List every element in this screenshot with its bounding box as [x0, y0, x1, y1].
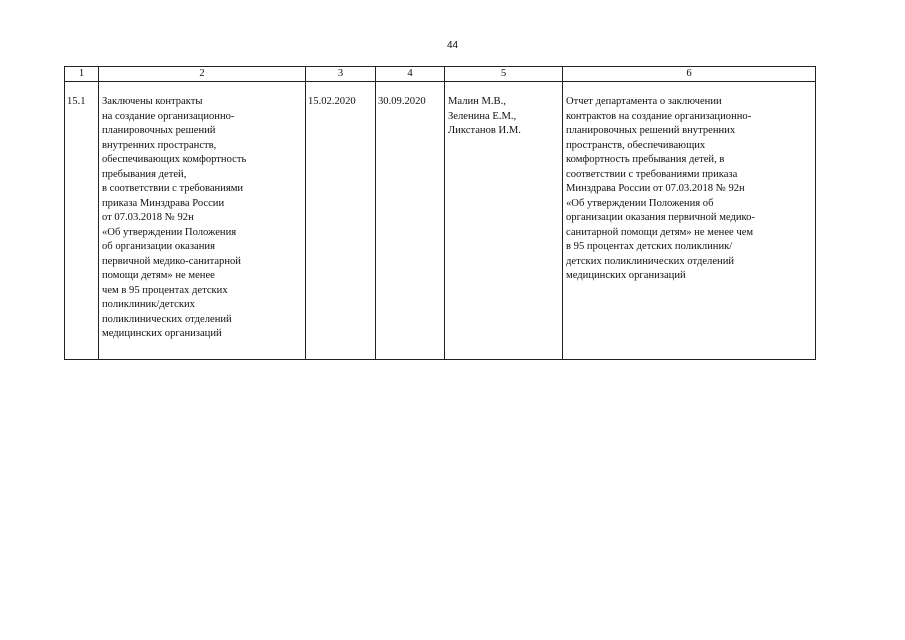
- plan-table: [64, 66, 816, 360]
- column-header-3: 3: [306, 67, 376, 82]
- description-line: приказа Минздрава России: [102, 197, 225, 209]
- result-line: планировочных решений внутренних: [566, 125, 736, 136]
- end-date: 30.09.2020: [376, 82, 445, 360]
- description-line: помощи детям» не менее: [102, 270, 215, 281]
- description-line: медицинских организаций: [102, 328, 222, 339]
- column-header-5: 5: [445, 67, 563, 82]
- description-line: об организации оказания: [102, 241, 215, 252]
- result-line: Отчет департамента о заключении: [566, 96, 722, 107]
- description-line: планировочных решений: [102, 125, 216, 136]
- expected-result: [563, 82, 816, 360]
- description-line: поликлинических отделений: [102, 313, 232, 325]
- table-header-row: [65, 67, 816, 82]
- description-line: на создание организационно-: [102, 110, 235, 122]
- result-line: организации оказания первичной медико-: [566, 212, 755, 223]
- column-header-1: 1: [65, 67, 99, 82]
- row-description: [99, 82, 306, 360]
- result-line: в 95 процентах детских поликлиник/: [566, 241, 733, 252]
- start-date: 15.02.2020: [306, 82, 376, 360]
- column-header-4: 4: [376, 67, 445, 82]
- page-number: 44: [446, 40, 459, 51]
- description-line: обеспечивающих комфортность: [102, 154, 247, 165]
- responsible-persons: [445, 82, 563, 360]
- description-line: в соответствии с требованиями: [102, 183, 244, 194]
- responsible-line: Малин М.В.,: [448, 96, 506, 107]
- responsible-text: [448, 95, 559, 139]
- result-line: медицинских организаций: [566, 270, 686, 281]
- result-line: пространств, обеспечивающих: [566, 139, 706, 151]
- column-header-6: 6: [563, 67, 816, 82]
- description-line: Заключены контракты: [102, 96, 203, 107]
- row-number: 15.1: [65, 82, 99, 360]
- result-line: детских поликлинических отделений: [566, 255, 735, 267]
- result-text: [566, 95, 812, 284]
- description-line: пребывания детей,: [102, 168, 187, 180]
- responsible-line: Ликстанов И.М.: [448, 125, 521, 136]
- description-line: «Об утверждении Положения: [102, 226, 237, 238]
- description-line: чем в 95 процентах детских: [102, 284, 228, 296]
- description-line: первичной медико-санитарной: [102, 255, 241, 267]
- result-line: соответствии с требованиями приказа: [566, 168, 738, 180]
- description-line: внутренних пространств,: [102, 139, 217, 151]
- description-line: поликлиник/детских: [102, 299, 195, 310]
- result-line: контрактов на создание организационно-: [566, 110, 752, 122]
- result-line: комфортность пребывания детей, в: [566, 154, 725, 165]
- description-text: [102, 95, 302, 342]
- table-row: [65, 82, 816, 360]
- result-line: санитарной помощи детям» не менее чем: [566, 226, 754, 238]
- description-line: от 07.03.2018 № 92н: [102, 212, 194, 223]
- result-line: «Об утверждении Положения об: [566, 197, 714, 209]
- result-line: Минздрава России от 07.03.2018 № 92н: [566, 183, 745, 194]
- column-header-2: 2: [99, 67, 306, 82]
- responsible-line: Зеленина Е.М.,: [448, 110, 517, 122]
